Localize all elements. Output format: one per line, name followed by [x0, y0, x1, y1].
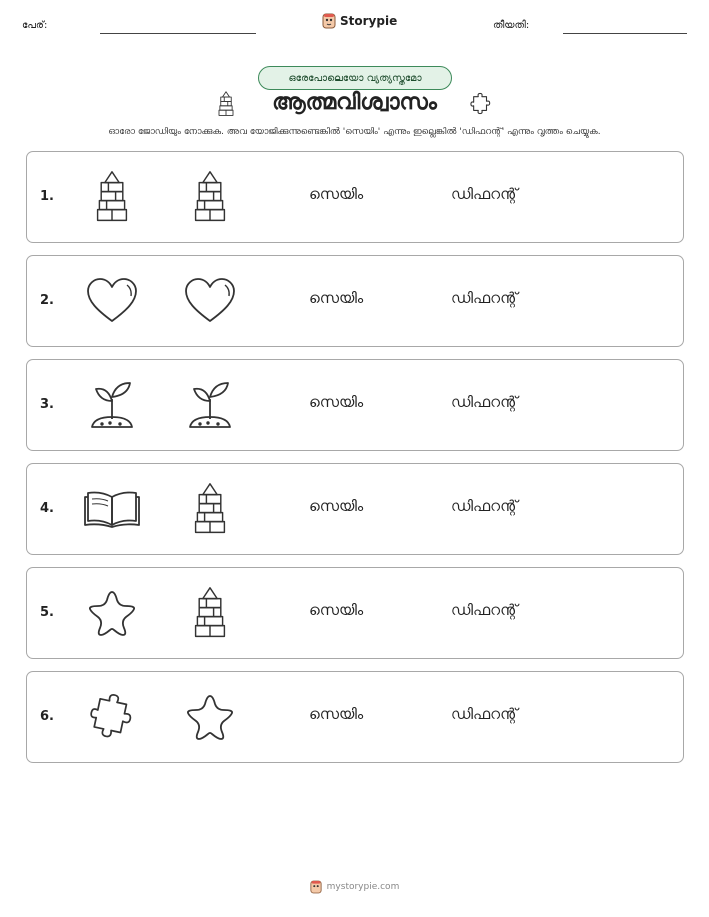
option-different[interactable]: ഡിഫറന്റ് — [451, 601, 518, 619]
heart-icon — [77, 268, 147, 334]
question-row-6 — [26, 671, 684, 763]
brand-name: Storypie — [340, 14, 398, 28]
option-same[interactable]: സെയിം — [309, 185, 364, 203]
storypie-mascot-icon — [310, 880, 322, 894]
block-tower-icon — [175, 164, 245, 230]
question-number: 4. — [40, 501, 54, 516]
star-icon — [77, 580, 147, 646]
footer — [0, 880, 709, 894]
question-number: 6. — [40, 709, 54, 724]
question-number: 5. — [40, 605, 54, 620]
star-icon — [175, 684, 245, 750]
instructions: ഓരോ ജോഡിയും നോക്കുക. അവ യോജിക്കുന്നുണ്ടെങ്കിൽ 'സെയിം' എന്നും ഇല്ലെങ്കിൽ 'ഡിഫറന്റ്' എന്നും വൃത്തം ചെയ്യുക. — [108, 127, 601, 137]
option-different[interactable]: ഡിഫറന്റ് — [451, 393, 518, 411]
page-title: ആത്മവിശ്വാസം — [272, 90, 437, 115]
question-number: 2. — [40, 293, 54, 308]
open-book-icon — [77, 476, 147, 542]
date-line[interactable] — [563, 33, 687, 34]
option-same[interactable]: സെയിം — [309, 393, 364, 411]
storypie-mascot-icon — [322, 13, 336, 29]
sprout-icon — [77, 372, 147, 438]
option-different[interactable]: ഡിഫറന്റ് — [451, 497, 518, 515]
question-row-1 — [26, 151, 684, 243]
option-same[interactable]: സെയിം — [309, 601, 364, 619]
block-tower-icon — [175, 476, 245, 542]
heart-icon — [175, 268, 245, 334]
block-tower-icon — [175, 580, 245, 646]
sprout-icon — [175, 372, 245, 438]
option-same[interactable]: സെയിം — [309, 289, 364, 307]
name-label: പേര്: — [22, 20, 48, 31]
puzzle-piece-icon — [470, 92, 492, 120]
question-row-3 — [26, 359, 684, 451]
worksheet-type-badge: ഒരേപോലെയോ വ്യത്യസ്തമോ — [258, 66, 452, 90]
option-same[interactable]: സെയിം — [309, 705, 364, 723]
question-row-5 — [26, 567, 684, 659]
question-number: 3. — [40, 397, 54, 412]
option-different[interactable]: ഡിഫറന്റ് — [451, 185, 518, 203]
question-number: 1. — [40, 189, 54, 204]
question-row-4 — [26, 463, 684, 555]
puzzle-piece-icon — [77, 684, 147, 750]
date-label: തീയതി: — [493, 20, 530, 31]
question-row-2 — [26, 255, 684, 347]
name-line[interactable] — [100, 33, 256, 34]
brand-logo — [322, 13, 397, 29]
block-tower-icon — [77, 164, 147, 230]
option-same[interactable]: സെയിം — [309, 497, 364, 515]
option-different[interactable]: ഡിഫറന്റ് — [451, 289, 518, 307]
option-different[interactable]: ഡിഫറന്റ് — [451, 705, 518, 723]
footer-site[interactable]: mystorypie.com — [326, 882, 400, 892]
